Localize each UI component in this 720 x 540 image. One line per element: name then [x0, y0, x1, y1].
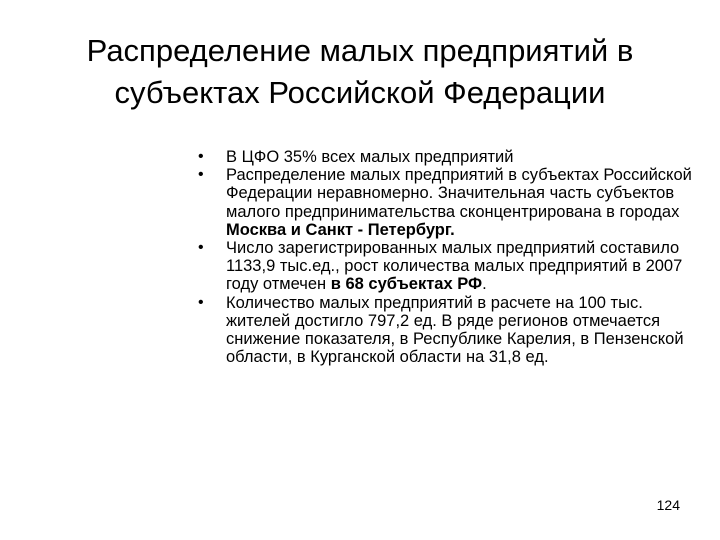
bullet-marker: •: [198, 293, 204, 311]
bullet-item-registered-count: [196, 239, 696, 294]
bullet-marker: •: [198, 239, 204, 257]
page-number: 124: [656, 497, 680, 513]
bullet-item-distribution: [196, 166, 696, 239]
bullet-item-cfo-share: [196, 148, 696, 166]
bullet-marker: •: [198, 148, 204, 165]
bullet-period: .: [482, 275, 487, 294]
bullet-marker: •: [198, 166, 204, 184]
slide-title-line-2: субъектах Российской Федерации: [114, 75, 606, 110]
bullet-text: В ЦФО 35% всех малых предприятий: [226, 148, 514, 166]
slide-title: [40, 30, 680, 114]
bullet-text: Распределение малых предприятий в субъектах Российской Федерации неравномерно. Значительная часть субъектов малого предпринимательства сконцентрирована в городах: [226, 166, 692, 221]
bullet-text: Число зарегистрированных малых предприятий составило 1133,9 тыс.ед., рост количества малых предприятий в 2007 году отмечен: [226, 239, 683, 294]
bullet-bold-cities: Москва и Санкт - Петербург: [226, 220, 451, 239]
slide-title-line-1: Распределение малых предприятий в: [86, 33, 634, 68]
bullet-bold-regions: в 68 субъектах РФ: [330, 275, 483, 294]
bullet-bold-period: .: [450, 220, 455, 239]
bullet-text: Количество малых предприятий в расчете на 100 тыс. жителей достигло 797,2 ед. В ряде регионов отмечается снижение показателя, в Республике Карелия, в Пензенской области, в Курганской области на 31,8 ед.: [226, 293, 684, 367]
bullet-list: [196, 148, 696, 366]
bullet-item-per-100k: [196, 294, 696, 367]
